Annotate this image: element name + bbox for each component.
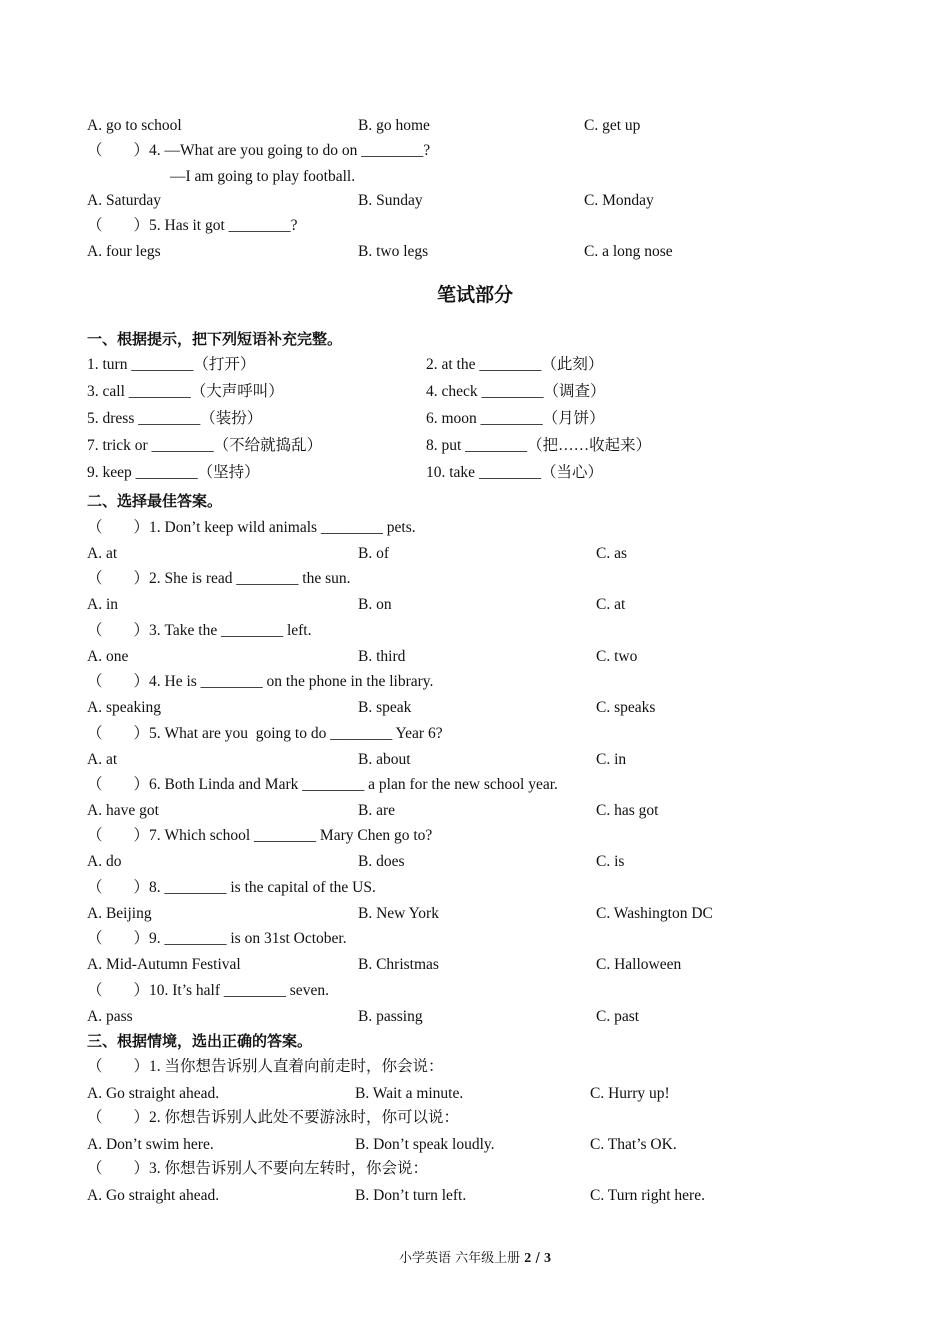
question-stem [0, 824, 950, 848]
phrase-item: 4. check ________（调查） [426, 383, 606, 400]
option-c: C. That’s OK. [590, 1136, 677, 1153]
option-c: C. is [596, 853, 625, 870]
option-c: C. Washington DC [596, 905, 713, 922]
phrase-row [0, 353, 950, 377]
option-c: C. past [596, 1008, 640, 1025]
option-a: A. Don’t swim here. [87, 1136, 214, 1153]
option-a: A. four legs [87, 243, 161, 260]
options-row [0, 850, 950, 874]
question-stem [0, 619, 950, 643]
page-separator: / [535, 1251, 540, 1266]
option-b: B. New York [358, 905, 439, 922]
option-c: C. get up [584, 117, 641, 134]
footer-label: 小学英语 六年级上册 [399, 1251, 521, 1266]
section-heading-3: 三、根据情境，选出正确的答案。 [87, 1032, 313, 1050]
option-b: B. Don’t turn left. [355, 1187, 467, 1204]
option-a: A. Mid-Autumn Festival [87, 956, 241, 973]
option-c: C. speaks [596, 699, 656, 716]
options-row [0, 696, 950, 720]
options-row [0, 1184, 950, 1208]
question-text: （ ）10. It’s half ________ seven. [87, 982, 329, 999]
phrase-item: 8. put ________（把……收起来） [426, 437, 652, 454]
phrase-item: 1. turn ________（打开） [87, 356, 256, 373]
option-b: B. does [358, 853, 405, 870]
question-text: （ ）9. ________ is on 31st October. [87, 930, 347, 947]
question-text: （ ）6. Both Linda and Mark ________ a plan for the new school year. [87, 776, 558, 793]
question-text: （ ）1. 当你想告诉别人直着向前走时，你会说： [87, 1058, 444, 1075]
option-b: B. go home [358, 117, 430, 134]
option-b: B. Sunday [358, 192, 423, 209]
page-number: 2 [524, 1251, 532, 1266]
option-c: C. in [596, 751, 627, 768]
page-footer [0, 1247, 950, 1267]
question-text: （ ）3. Take the ________ left. [87, 622, 312, 639]
option-b: B. passing [358, 1008, 423, 1025]
question-stem [0, 773, 950, 797]
phrase-item: 5. dress ________（装扮） [87, 410, 263, 427]
option-a: A. go to school [87, 117, 182, 134]
options-row [0, 1133, 950, 1157]
question-stem [0, 1055, 950, 1079]
question-text: （ ）7. Which school ________ Mary Chen go to? [87, 827, 433, 844]
phrase-row [0, 434, 950, 458]
options-row [0, 902, 950, 926]
question-stem [0, 876, 950, 900]
question-stem [0, 516, 950, 540]
question-stem [0, 567, 950, 591]
options-row [0, 114, 950, 138]
options-row [0, 799, 950, 823]
option-c: C. Turn right here. [590, 1187, 705, 1204]
section-heading-2: 二、选择最佳答案。 [87, 492, 223, 510]
page-total: 3 [543, 1251, 551, 1266]
options-row [0, 1082, 950, 1106]
option-b: B. Don’t speak loudly. [355, 1136, 495, 1153]
written-section-title: 笔试部分 [436, 284, 513, 306]
option-c: C. has got [596, 802, 659, 819]
options-row [0, 189, 950, 213]
option-a: A. pass [87, 1008, 133, 1025]
phrase-row [0, 380, 950, 404]
option-a: A. Beijing [87, 905, 152, 922]
option-a: A. at [87, 751, 118, 768]
option-a: A. have got [87, 802, 159, 819]
option-b: B. of [358, 545, 389, 562]
phrase-item: 9. keep ________（坚持） [87, 464, 260, 481]
option-b: B. about [358, 751, 411, 768]
option-b: B. speak [358, 699, 412, 716]
option-a: A. do [87, 853, 122, 870]
option-a: A. Go straight ahead. [87, 1187, 220, 1204]
phrase-row [0, 461, 950, 485]
question-stem: （ ）4. —What are you going to do on ________? [87, 142, 431, 159]
question-text: （ ）8. ________ is the capital of the US. [87, 879, 376, 896]
option-c: C. as [596, 545, 627, 562]
question-text: （ ）5. What are you going to do ________ Year 6? [87, 725, 443, 742]
question-text: （ ）1. Don’t keep wild animals ________ pets. [87, 519, 416, 536]
option-c: C. Monday [584, 192, 654, 209]
option-c: C. two [596, 648, 638, 665]
phrase-item: 6. moon ________（月饼） [426, 410, 605, 427]
options-row [0, 240, 950, 264]
question-stem [0, 1157, 950, 1181]
phrase-item: 3. call ________（大声呼叫） [87, 383, 284, 400]
question-stem [0, 927, 950, 951]
question-stem: （ ）5. Has it got ________? [87, 217, 298, 234]
phrase-item: 7. trick or ________（不给就捣乱） [87, 437, 323, 454]
question-reply: —I am going to play football. [170, 168, 356, 185]
option-a: A. at [87, 545, 118, 562]
option-c: C. at [596, 596, 626, 613]
question-stem [0, 670, 950, 694]
question-stem [0, 979, 950, 1003]
options-row [0, 953, 950, 977]
options-row [0, 542, 950, 566]
option-a: A. speaking [87, 699, 162, 716]
options-row [0, 1005, 950, 1029]
option-c: C. a long nose [584, 243, 673, 260]
phrase-item: 2. at the ________（此刻） [426, 356, 604, 373]
option-a: A. Go straight ahead. [87, 1085, 220, 1102]
question-stem [0, 722, 950, 746]
phrase-item: 10. take ________（当心） [426, 464, 603, 481]
question-text: （ ）3. 你想告诉别人不要向左转时，你会说： [87, 1160, 429, 1177]
option-b: B. Christmas [358, 956, 439, 973]
option-b: B. third [358, 648, 406, 665]
option-a: A. in [87, 596, 118, 613]
question-stem [0, 1106, 950, 1130]
option-a: A. Saturday [87, 192, 162, 209]
option-b: B. two legs [358, 243, 429, 260]
options-row [0, 748, 950, 772]
option-a: A. one [87, 648, 129, 665]
question-text: （ ）4. He is ________ on the phone in the library. [87, 673, 434, 690]
section-heading-1: 一、根据提示，把下列短语补充完整。 [87, 330, 343, 348]
option-c: C. Hurry up! [590, 1085, 670, 1102]
question-text: （ ）2. She is read ________ the sun. [87, 570, 351, 587]
option-b: B. are [358, 802, 396, 819]
options-row [0, 593, 950, 617]
option-b: B. on [358, 596, 392, 613]
phrase-row [0, 407, 950, 431]
question-text: （ ）2. 你想告诉别人此处不要游泳时，你可以说： [87, 1109, 460, 1126]
options-row [0, 645, 950, 669]
option-b: B. Wait a minute. [355, 1085, 464, 1102]
option-c: C. Halloween [596, 956, 682, 973]
